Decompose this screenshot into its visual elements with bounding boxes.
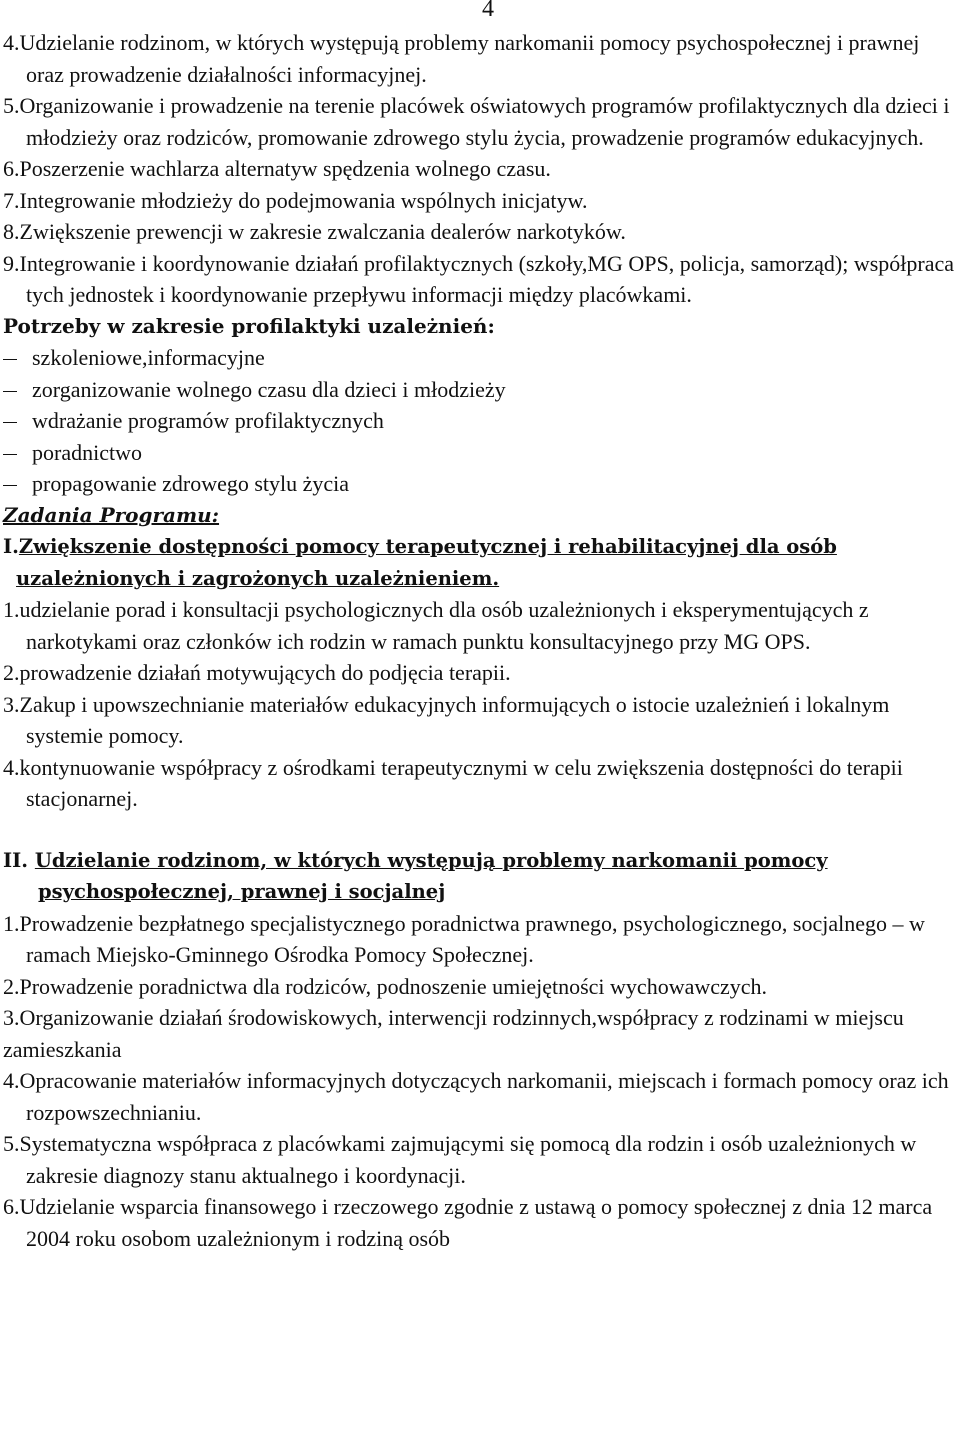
section-1-item: 1.udzielanie porad i konsultacji psychologicznych dla osób uzależnionych i eksperymentujących z narkotykami oraz członków ich rodzin w ramach punktu konsultacyjnego przy MG OPS. bbox=[3, 597, 869, 654]
needs-item: propagowanie zdrowego stylu życia bbox=[3, 468, 959, 500]
section-2-item: 4.Opracowanie materiałów informacyjnych dotyczących narkomanii, miejscach i formach pomocy oraz ich rozpowszechnianiu. bbox=[3, 1068, 949, 1125]
list-item: 4.Udzielanie rodzinom, w których występują problemy narkomanii pomocy psychospołecznej i prawnej oraz prowadzenie działalności informacyjnej. bbox=[3, 30, 920, 87]
section-2-item: 5.Systematyczna współpraca z placówkami zajmującymi się pomocą dla rodzin i osób uzależnionych w zakresie diagnozy stanu aktualnego i koordynacji. bbox=[3, 1131, 917, 1188]
section-spacer bbox=[3, 815, 959, 845]
section-2-title: Udzielanie rodzinom, w których występują problemy narkomanii pomocy psychospołecznej, prawnej i socjalnej bbox=[34, 848, 828, 903]
page-number: 4 bbox=[482, 0, 494, 22]
section-2-item: 2.Prowadzenie poradnictwa dla rodziców, podnoszenie umiejętności wychowawczych. bbox=[3, 973, 768, 999]
section-1-item: 4.kontynuowanie współpracy z ośrodkami terapeutycznymi w celu zwiększenia dostępności do terapii stacjonarnej. bbox=[3, 754, 903, 811]
section-2-numeral: II. bbox=[3, 848, 29, 872]
section-1-title: Zwiększenie dostępności pomocy terapeutycznej i rehabilitacyjnej dla osób uzależnionych i zagrożonych uzależnieniem. bbox=[16, 535, 837, 590]
document-body bbox=[3, 27, 959, 1254]
section-1-item: 3.Zakup i upowszechnianie materiałów edukacyjnych informujących o istocie uzależnień i lokalnym systemie pomocy. bbox=[3, 691, 890, 748]
list-item: 8.Zwiększenie prewencji w zakresie zwalczania dealerów narkotyków. bbox=[3, 219, 626, 244]
list-item: 7.Integrowanie młodzieży do podejmowania wspólnych inicjatyw. bbox=[3, 187, 588, 213]
section-2-item: 1.Prowadzenie bezpłatnego specjalistycznego poradnictwa prawnego, psychologicznego, socjalnego – w ramach Miejsko-Gminnego Ośrodka Pomocy Społecznej. bbox=[3, 910, 925, 967]
needs-item: wdrażanie programów profilaktycznych bbox=[3, 405, 959, 437]
section-1-heading bbox=[3, 531, 959, 594]
section-2-item: 6.Udzielanie wsparcia finansowego i rzeczowego zgodnie z ustawą o pomocy społecznej z dnia 12 marca 2004 roku osobom uzależnionym i rodziną osób bbox=[3, 1194, 933, 1251]
tasks-heading: Zadania Programu: bbox=[3, 502, 220, 527]
section-2-item: 3.Organizowanie działań środowiskowych, interwencji rodzinnych,współpracy z rodzinami w miejscu zamieszkania bbox=[3, 1005, 904, 1062]
section-2-heading bbox=[3, 845, 959, 908]
list-item: 6.Poszerzenie wachlarza alternatyw spędzenia wolnego czasu. bbox=[3, 156, 551, 181]
needs-item: szkoleniowe,informacyjne bbox=[3, 342, 959, 374]
list-item: 5.Organizowanie i prowadzenie na terenie placówek oświatowych programów profilaktycznych dla dzieci i młodzieży oraz rodziców, promowanie zdrowego stylu życia, prowadzenie programów edukacyjnych. bbox=[3, 93, 950, 150]
list-item: 9.Integrowanie i koordynowanie działań profilaktycznych (szkoły,MG OPS, policja, samorząd); współpraca tych jednostek i koordynowanie przepływu informacji między placówkami. bbox=[3, 250, 955, 307]
section-1-numeral: I. bbox=[3, 535, 19, 558]
needs-item: poradnictwo bbox=[3, 437, 959, 469]
section-1-item: 2.prowadzenie działań motywujących do podjęcia terapii. bbox=[3, 660, 511, 685]
needs-item: zorganizowanie wolnego czasu dla dzieci i młodzieży bbox=[3, 374, 959, 406]
needs-heading: Potrzeby w zakresie profilaktyki uzależnień: bbox=[3, 313, 495, 338]
